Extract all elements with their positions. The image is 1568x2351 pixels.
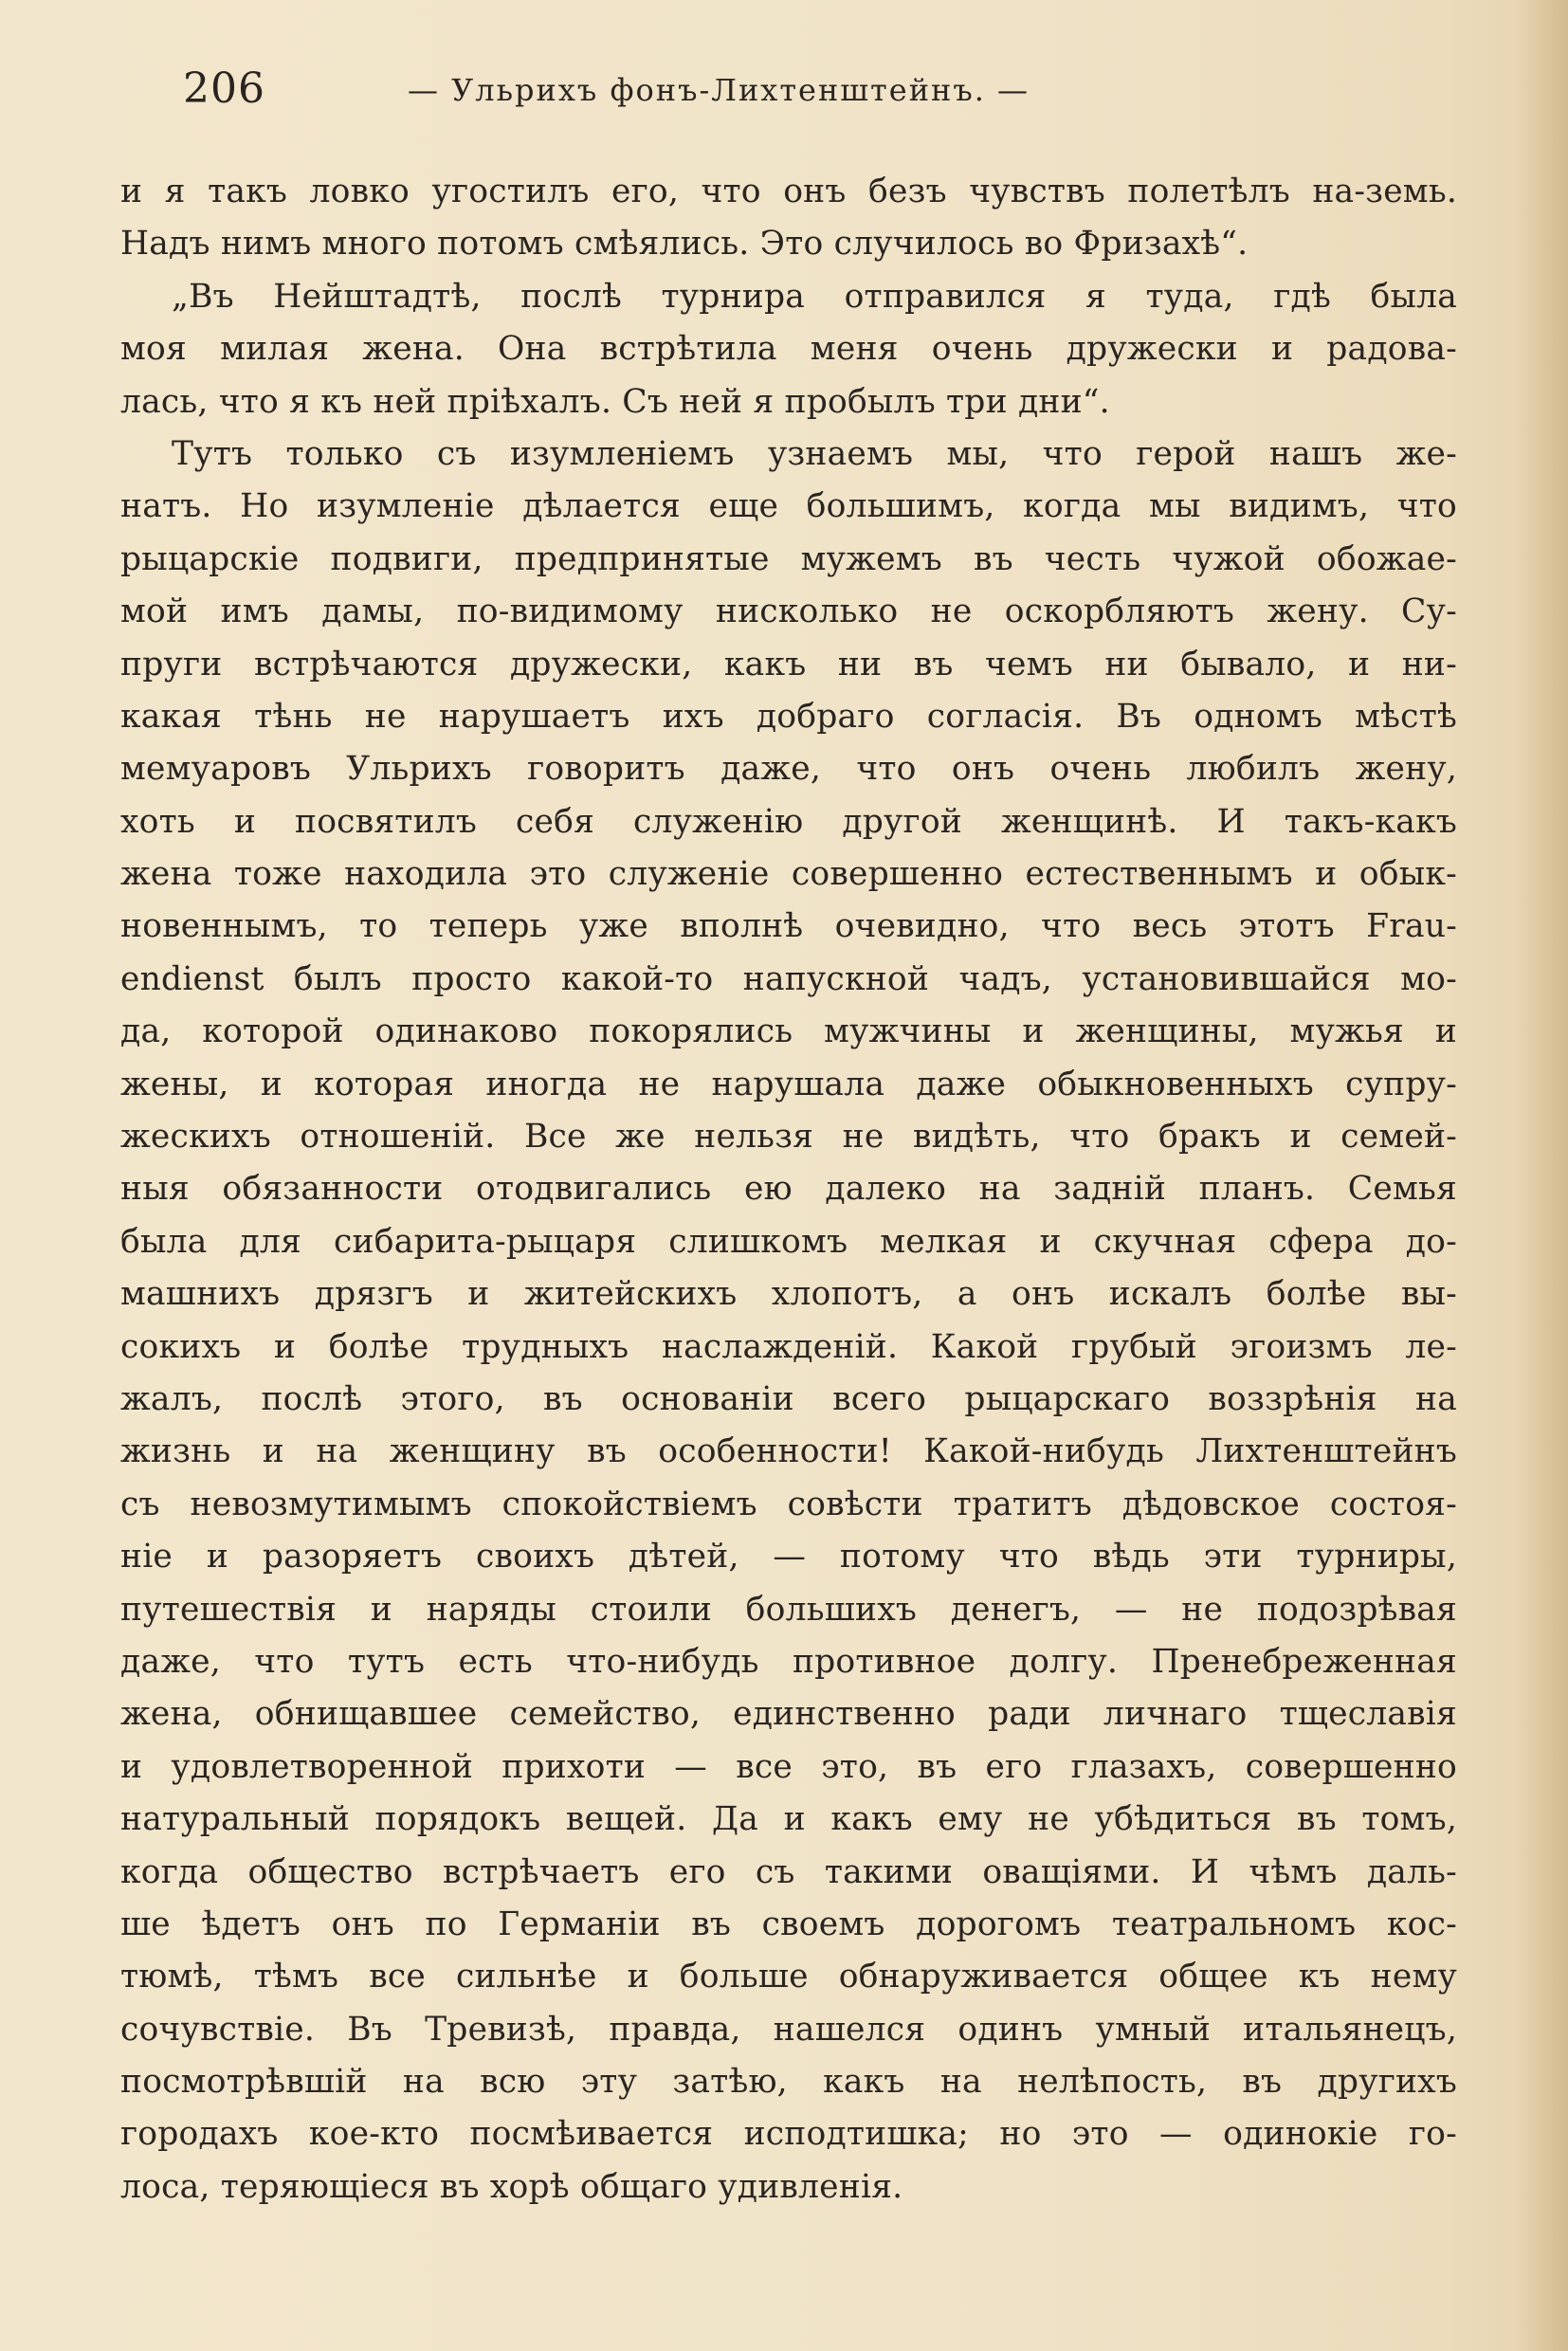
text-line: жена тоже находила это служенiе совершенно естественнымъ и обык- [120, 855, 1457, 894]
text-line: моя милая жена. Она встрѣтила меня очень дружески и радова- [120, 330, 1457, 369]
page-edge-shadow [1517, 0, 1568, 2351]
text-line: натуральный порядокъ вещей. Да и какъ ему не убѣдиться въ томъ, [120, 1800, 1457, 1839]
text-line: мой имъ дамы, по-видимому нисколько не оскорбляютъ жену. Су- [120, 592, 1457, 631]
text-line: сокихъ и болѣе трудныхъ наслажденiй. Какой грубый эгоизмъ ле- [120, 1327, 1457, 1366]
text-line: городахъ кое-кто посмѣивается исподтишка; но это — одинокiе го- [120, 2115, 1457, 2154]
text-line: машнихъ дрязгъ и житейскихъ хлопотъ, а онъ искалъ болѣе вы- [120, 1275, 1457, 1314]
text-line: даже, что тутъ есть что-нибудь противное долгу. Пренебреженная [120, 1642, 1457, 1681]
text-line: да, которой одинаково покорялись мужчины и женщины, мужья и [120, 1012, 1457, 1051]
text-line: и я такъ ловко угостилъ его, что онъ безъ чувствъ полетѣлъ на-земь. [120, 173, 1457, 210]
text-line: ныя обязанности отодвигались ею далеко на заднiй планъ. Семья [120, 1170, 1457, 1209]
body-text [120, 166, 1457, 2214]
text-line: съ невозмутимымъ спокойствiемъ совѣсти тратитъ дѣдовское состоя- [120, 1485, 1457, 1523]
text-line: Тутъ только съ изумленiемъ узнаемъ мы, что герой нашъ же- [172, 434, 1457, 473]
text-line: endienst былъ просто какой-то напускной чадъ, установившайся мо- [120, 959, 1457, 998]
text-line: ше ѣдетъ онъ по Германiи въ своемъ дорогомъ театральномъ кос- [120, 1904, 1457, 1943]
text-line: сочувствiе. Въ Тревизѣ, правда, нашелся одинъ умный итальянецъ, [120, 2010, 1457, 2049]
text-line: пруги встрѣчаются дружески, какъ ни въ чемъ ни бывало, и ни- [120, 645, 1457, 683]
text-line: натъ. Но изумленiе дѣлается еще большимъ, когда мы видимъ, что [120, 487, 1457, 526]
text-line: жескихъ отношенiй. Все же нельзя не видѣть, что бракъ и семей- [120, 1118, 1457, 1157]
page-number: 206 [183, 64, 265, 113]
text-line: посмотрѣвшiй на всю эту затѣю, какъ на нелѣпость, въ другихъ [120, 2063, 1457, 2102]
text-line: хоть и посвятилъ себя служенiю другой женщинѣ. И такъ-какъ [120, 802, 1457, 841]
text-line: и удовлетворенной прихоти — все это, въ его глазахъ, совершенно [120, 1747, 1457, 1786]
text-line: рыцарскiе подвиги, предпринятые мужемъ въ честь чужой обожае- [120, 539, 1457, 578]
text-line: нiе и разоряетъ своихъ дѣтей, — потому что вѣдь эти турниры, [120, 1538, 1457, 1576]
text-line: жалъ, послѣ этого, въ основанiи всего рыцарскаго воззрѣнiя на [120, 1379, 1457, 1418]
text-line: была для сибарита-рыцаря слишкомъ мелкая и скучная сфера до- [120, 1222, 1457, 1261]
text-line: путешествiя и наряды стоили большихъ денегъ, — не подозрѣвая [120, 1590, 1457, 1629]
text-line: жизнь и на женщину въ особенности! Какой-нибудь Лихтенштейнъ [120, 1432, 1457, 1471]
text-line: жена, обнищавшее семейство, единственно ради личнаго тщеславiя [120, 1695, 1457, 1734]
running-title: — Ульрихъ фонъ-Лихтенштейнъ. — [408, 72, 1030, 108]
text-line: какая тѣнь не нарушаетъ ихъ добраго согласiя. Въ одномъ мѣстѣ [120, 697, 1457, 736]
text-line: новеннымъ, то теперь уже вполнѣ очевидно, что весь этотъ Frau- [120, 907, 1457, 946]
text-line: тюмѣ, тѣмъ все сильнѣе и больше обнаруживается общее къ нему [120, 1958, 1457, 1996]
text-line: жены, и которая иногда не нарушала даже обыкновенныхъ супру- [120, 1065, 1457, 1103]
text-line: мемуаровъ Ульрихъ говоритъ даже, что онъ очень любилъ жену, [120, 750, 1457, 789]
text-line: лась, что я къ ней прiѣхалъ. Съ ней я пробылъ три дни“. [120, 382, 1110, 421]
page-header [114, 59, 1460, 116]
text-line: лоса, теряющiеся въ хорѣ общаго удивленiя. [120, 2167, 903, 2206]
text-line: „Въ Нейштадтѣ, послѣ турнира отправился я туда, гдѣ была [172, 277, 1457, 316]
text-line: Надъ нимъ много потомъ смѣялись. Это случилось во Фризахѣ“. [120, 225, 1249, 264]
text-line: когда общество встрѣчаетъ его съ такими оващiями. И чѣмъ даль- [120, 1852, 1457, 1891]
